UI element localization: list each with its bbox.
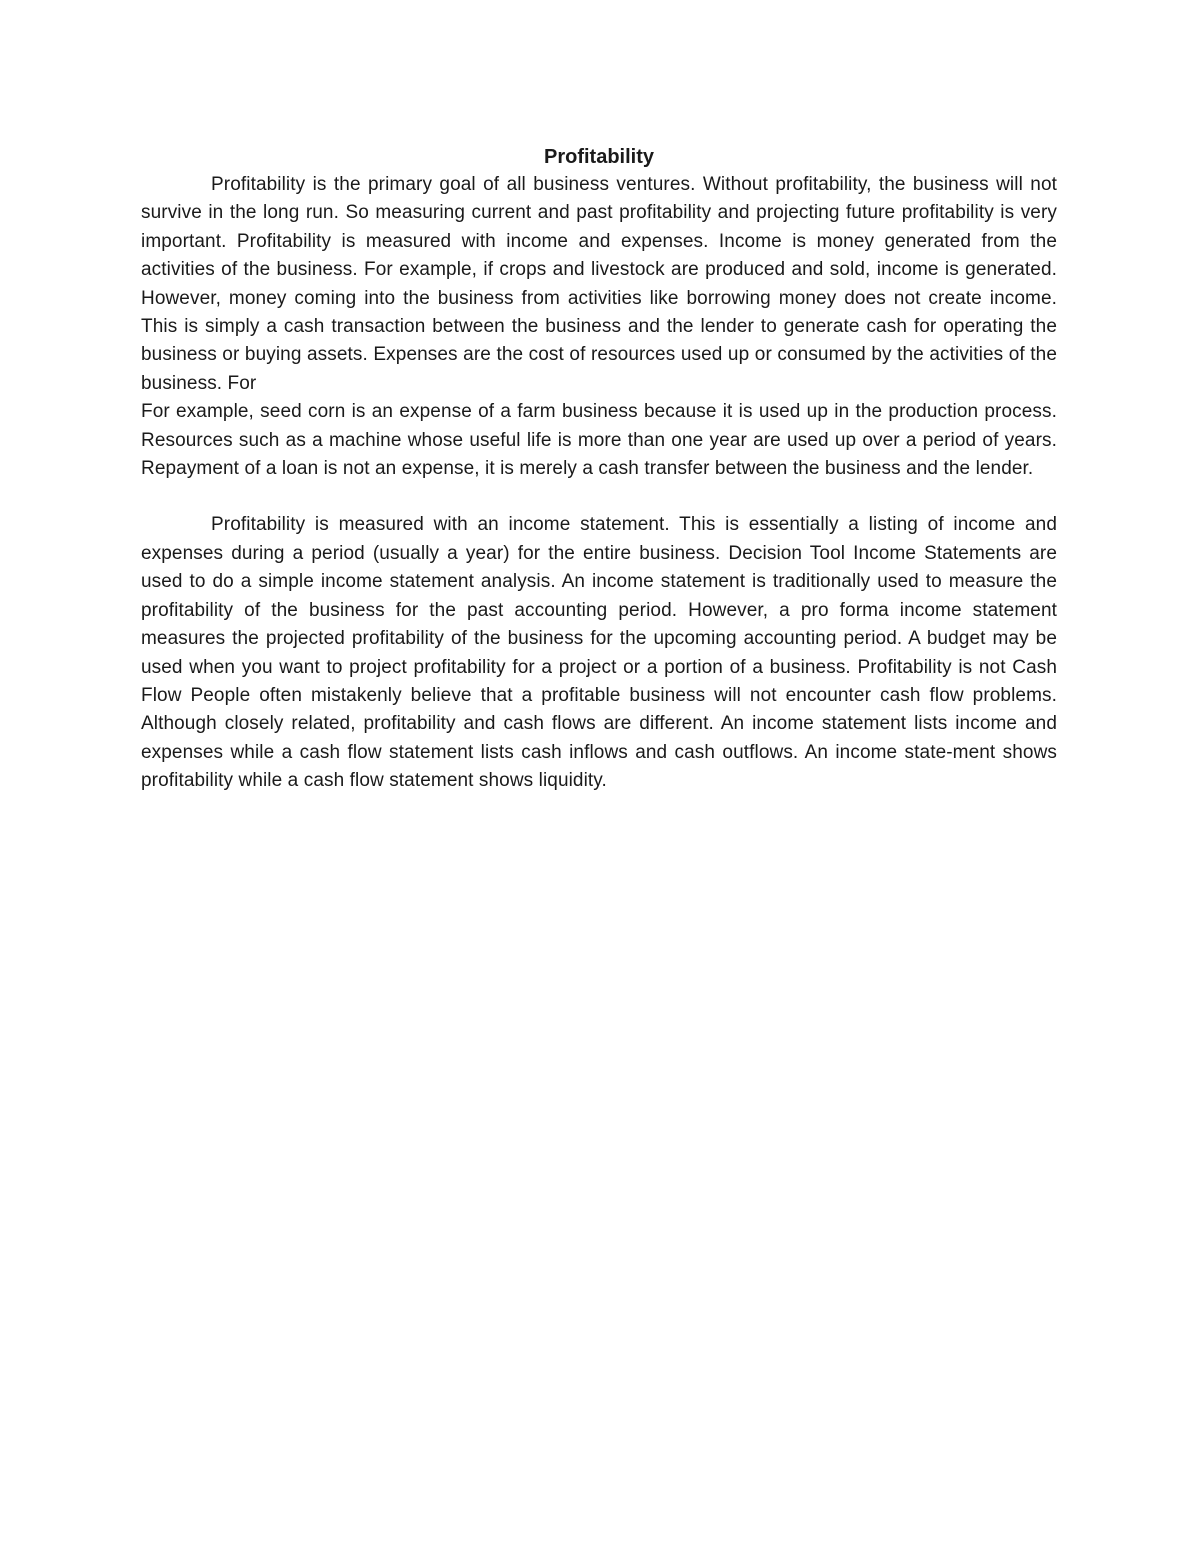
- paragraph-2: For example, seed corn is an expense of a farm business because it is used up in the production process. Resources such as a machine whose useful life is more than one year are used up over a period of years. Repayment of a loan is not an expense, it is merely a cash transfer between the business and the lender.: [141, 401, 1057, 480]
- document-body: [141, 143, 1057, 796]
- paragraph-gap: [141, 483, 1057, 511]
- paragraph-1: Profitability is the primary goal of all business ventures. Without profitability, the business will not survive in the long run. So measuring current and past profitability and projecting future profitability is very important. Profitability is measured with income and expenses. Income is money generated from the activities of the business. For example, if crops and livestock are produced and sold, income is generated. However, money coming into the business from activities like borrowing money does not create income. This is simply a cash transaction between the business and the lender to generate cash for operating the business or buying assets. Expenses are the cost of resources used up or consumed by the activities of the business. For: [141, 174, 1057, 394]
- document-title: Profitability: [543, 146, 654, 168]
- paragraph-3: Profitability is measured with an income statement. This is essentially a listing of income and expenses during a period (usually a year) for the entire business. Decision Tool Income Statements are used to do a simple income statement analysis. An income statement is traditionally used to measure the profitability of the business for the past accounting period. However, a pro forma income statement measures the projected profitability of the business for the upcoming accounting period. A budget may be used when you want to project profitability for a project or a portion of a business. Profitability is not Cash Flow People often mistakenly believe that a profitable business will not encounter cash flow problems. Although closely related, profitability and cash flows are different. An income statement lists income and expenses while a cash flow statement lists cash inflows and cash outflows. An income state-ment shows profitability while a cash flow statement shows liquidity.: [141, 514, 1057, 792]
